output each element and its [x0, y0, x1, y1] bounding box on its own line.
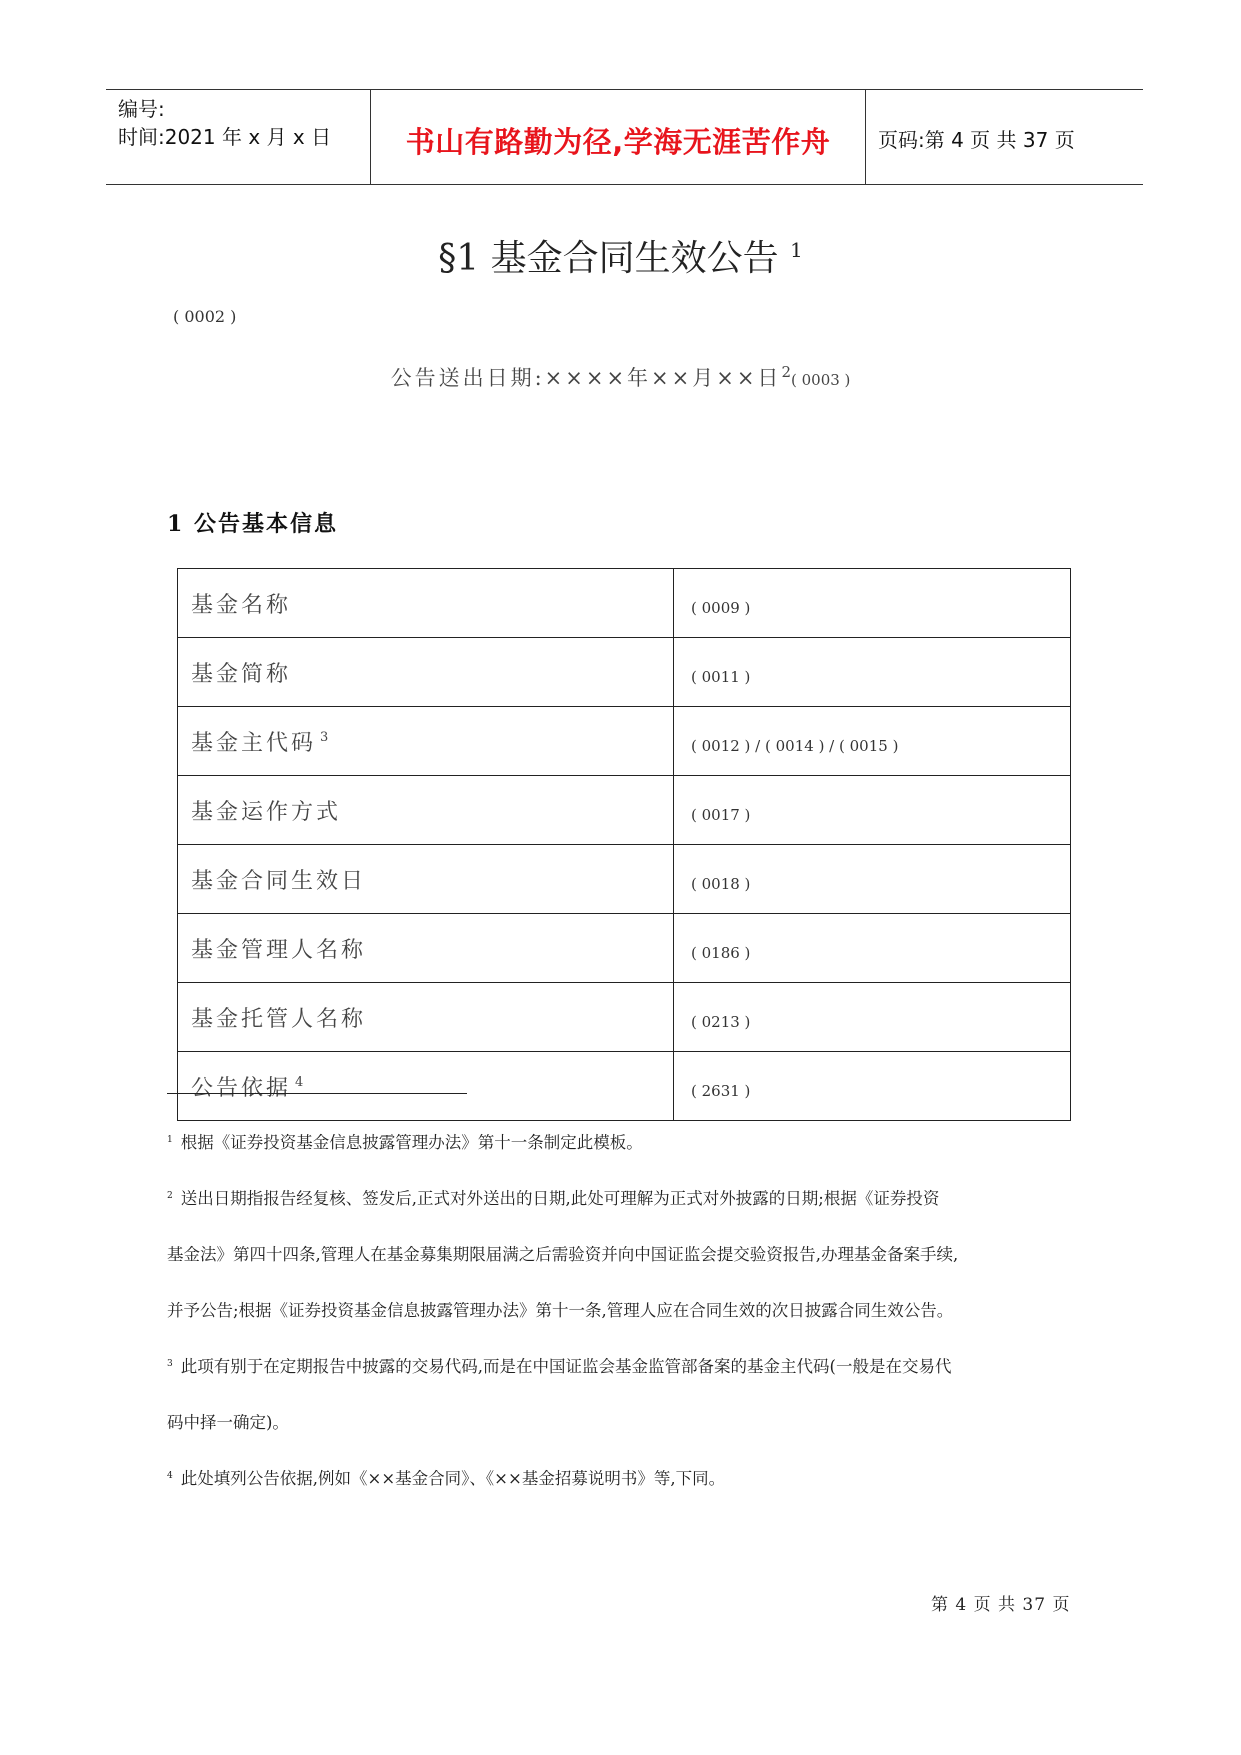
announce-date-code: ( 0003 ) [790, 371, 851, 389]
table-row [178, 776, 1071, 845]
row-label: 基金管理人名称 [191, 937, 367, 963]
row-value: ( 2631 ) [674, 1052, 1071, 1121]
footnote-text: 此项有别于在定期报告中披露的交易代码,而是在中国证监会基金监管部备案的基金主代码(一般是在交易代 [180, 1357, 952, 1376]
header-page-cell [866, 90, 1143, 184]
table-row [178, 569, 1071, 638]
row-label: 基金名称 [191, 592, 292, 618]
row-label-cell [178, 569, 674, 638]
footnote-number: 3 [167, 1358, 173, 1369]
footnote-line [167, 1469, 1097, 1489]
footnote-line [167, 1189, 1097, 1209]
row-label-cell [178, 1052, 674, 1121]
code-0002: ( 0002 ) [173, 307, 237, 326]
row-label: 基金运作方式 [191, 799, 342, 825]
footnote-number: 4 [167, 1470, 173, 1481]
announce-date-footnote-ref: 2 [781, 363, 791, 381]
basic-info-table [177, 568, 1071, 1121]
row-label: 基金合同生效日 [191, 868, 367, 894]
row-label-cell [178, 638, 674, 707]
row-label: 基金托管人名称 [191, 1006, 367, 1032]
footnote-line [167, 1413, 1097, 1433]
row-label-cell [178, 845, 674, 914]
document-title-text: §1 基金合同生效公告 [438, 238, 779, 279]
table-row [178, 983, 1071, 1052]
header-motto: 书山有路勤为径,学海无涯苦作舟 [405, 125, 831, 159]
page-header [106, 89, 1143, 185]
table-row [178, 1052, 1071, 1121]
footnote-number: 1 [167, 1134, 173, 1145]
row-value: ( 0011 ) [674, 638, 1071, 707]
row-value: ( 0018 ) [674, 845, 1071, 914]
document-number-label: 编号: [118, 97, 165, 121]
document-title [0, 230, 1241, 281]
footnote-line [167, 1301, 1097, 1321]
header-page-info: 页码:第 4 页 共 37 页 [878, 128, 1075, 152]
page-footer: 第 4 页 共 37 页 [931, 1595, 1071, 1615]
row-footnote-ref: 3 [320, 730, 332, 746]
title-footnote-ref: 1 [790, 239, 803, 262]
footnote-text: 送出日期指报告经复核、签发后,正式对外送出的日期,此处可理解为正式对外披露的日期;根据《证券投资 [180, 1189, 940, 1208]
footnote-text: 码中择一确定)。 [167, 1413, 289, 1432]
row-label: 基金主代码 [191, 730, 317, 756]
footnote-line [167, 1133, 1097, 1153]
row-value: ( 0009 ) [674, 569, 1071, 638]
footnote-text: 此处填列公告依据,例如《××基金合同》、《××基金招募说明书》等,下同。 [180, 1469, 726, 1488]
row-label: 公告依据 [191, 1075, 292, 1101]
row-label-cell [178, 983, 674, 1052]
footnote-line [167, 1357, 1097, 1377]
row-value: ( 0213 ) [674, 983, 1071, 1052]
footnote-text: 基金法》第四十四条,管理人在基金募集期限届满之后需验资并向中国证监会提交验资报告,办理基金备案手续, [167, 1245, 959, 1264]
document-time-label: 时间:2021 年 x 月 x 日 [118, 125, 332, 149]
table-row [178, 707, 1071, 776]
row-label-cell [178, 914, 674, 983]
row-value: ( 0012 ) / ( 0014 ) / ( 0015 ) [674, 707, 1071, 776]
row-label-cell [178, 707, 674, 776]
section-heading: 1 公告基本信息 [167, 511, 338, 537]
header-meta-cell [106, 90, 371, 184]
footnote-number: 2 [167, 1190, 173, 1201]
row-footnote-ref: 4 [295, 1075, 307, 1091]
row-label: 基金简称 [191, 661, 292, 687]
footnote-text: 并予公告;根据《证券投资基金信息披露管理办法》第十一条,管理人应在合同生效的次日披露合同生效公告。 [167, 1301, 954, 1320]
announce-date-line [0, 362, 1241, 392]
row-label-cell [178, 776, 674, 845]
footnote-divider [167, 1093, 467, 1094]
footnote-text: 根据《证券投资基金信息披露管理办法》第十一条制定此模板。 [180, 1133, 643, 1152]
table-row [178, 638, 1071, 707]
header-motto-cell [371, 90, 866, 184]
table-row [178, 914, 1071, 983]
table-row [178, 845, 1071, 914]
row-value: ( 0017 ) [674, 776, 1071, 845]
footnote-line [167, 1245, 1097, 1265]
announce-date-text: 公告送出日期:××××年××月××日 [390, 366, 782, 390]
row-value: ( 0186 ) [674, 914, 1071, 983]
